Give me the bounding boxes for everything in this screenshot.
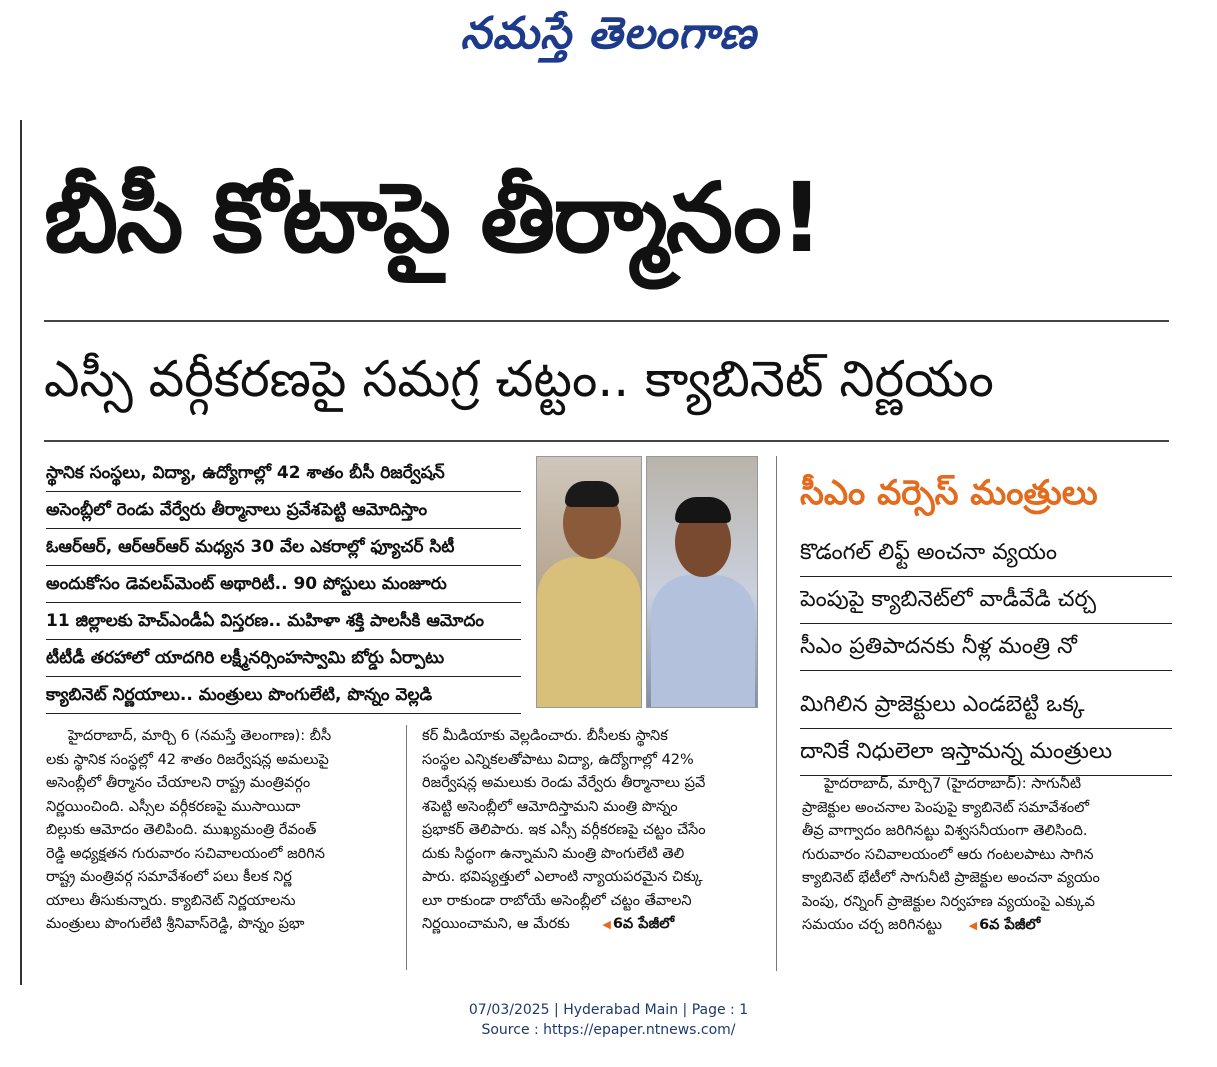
sub-headline: ఎస్సీ వర్గీకరణపై సమగ్ర చట్టం.. క్యాబినెట్ నిర్ణయం: [44, 350, 994, 408]
article-column-1: [46, 725, 394, 937]
body-text-line: రిజర్వేషన్ల అమలుకు రెండు వేర్వేరు తీర్మానాలు ప్రవే: [422, 775, 706, 791]
body-text-line: కర్ మీడియాకు వెల్లడించారు. బీసీలకు స్థానిక: [422, 728, 668, 744]
continued-page-link[interactable]: ◀ 6వ పేజీలో: [969, 917, 1041, 933]
highlight-item: స్థానిక సంస్థలు, విద్యా, ఉద్యోగాల్లో 42 శాతం బీసీ రిజర్వేషన్: [46, 455, 521, 492]
body-text-line: దుకు సిద్ధంగా ఉన్నామని మంత్రి పొంగులేటి తెలి: [422, 845, 685, 862]
body-text-line: ప్రాజెక్టుల అంచనాల పెంపుపై క్యాబినెట్ సమావేశంలో: [802, 799, 1090, 816]
deck-line: పెంపుపై క్యాబినెట్‌లో వాడీవేడి చర్చ: [800, 577, 1172, 624]
divider: [44, 320, 1169, 322]
body-text-line: హైదరాబాద్, మార్చి 6 (నమస్తే తెలంగాణ): బీసీ: [68, 728, 332, 744]
highlight-item: 11 జిల్లాలకు హెచ్ఎండీఏ విస్తరణ.. మహిళా శక్తి పాలసీకి ఆమోదం: [46, 603, 521, 640]
highlight-item: అందుకోసం డెవలప్‌మెంట్ అథారిటీ.. 90 పోస్టులు మంజూరు: [46, 566, 521, 603]
body-text-fragment: సమయం చర్చ జరిగినట్టు: [802, 917, 942, 933]
body-text-line: లూ రాకుండా రాబోయే అసెంబ్లీలో చట్టం తేవాలని: [422, 892, 692, 909]
body-text-line: పెంపు, రన్నింగ్ ప్రాజెక్టుల నిర్వహణ వ్యయంపై ఎక్కువ: [802, 893, 1095, 910]
highlight-item: అసెంబ్లీలో రెండు వేర్వేరు తీర్మానాలు ప్రవేశపెట్టి ఆమోదిస్తాం: [46, 492, 521, 529]
body-text-line: సంస్థల ఎన్నికలతోపాటు విద్యా, ఉద్యోగాల్లో 42%: [422, 751, 694, 768]
highlight-item: టీటీడీ తరహాలో యాదగిరి లక్ష్మీనర్సింహస్వామి బోర్డు ఏర్పాటు: [46, 640, 521, 677]
body-text-line: శపెట్టి అసెంబ్లీలో ఆమోదిస్తామని మంత్రి పొన్నం: [422, 798, 678, 815]
body-text-line: అసెంబ్లీలో తీర్మానం చేయాలని రాష్ట్ర మంత్రివర్గం: [46, 775, 311, 791]
edition-info: 07/03/2025 | Hyderabad Main | Page : 1: [468, 1002, 749, 1018]
body-text-line: హైదరాబాద్, మార్చి7 (హైదరాబాద్): సాగునీటి: [824, 776, 1082, 792]
body-text-line: ప్రభాకర్ తెలిపారు. ఇక ఎస్సీ వర్గీకరణపై చట్టం చేసేం: [422, 822, 706, 838]
masthead-logo: నమస్తే తెలంగాణ: [460, 8, 757, 59]
main-headline: బీసీ కోటాపై తీర్మానం!: [44, 162, 822, 274]
body-text-line: [422, 913, 762, 937]
deck-line: కొడంగల్ లిఫ్ట్ అంచనా వ్యయం: [800, 530, 1172, 577]
body-text-line: పారు. భవిష్యత్తులో ఎలాంటి న్యాయపరమైన చిక్కు: [422, 869, 703, 885]
source-link[interactable]: Source : https://epaper.ntnews.com/: [481, 1022, 736, 1038]
deck-line: మిగిలిన ప్రాజెక్టులు ఎండబెట్టి ఒక్క: [800, 682, 1172, 729]
minister-photo-right: [646, 456, 758, 708]
article-column-3: [802, 773, 1170, 938]
body-text-line: మంత్రులు పొంగులేటి శ్రీనివాస్‌రెడ్డి, పొన్నం ప్రభా: [46, 916, 305, 932]
column-rule: [406, 725, 407, 970]
minister-photo-left: [536, 456, 642, 708]
side-story-deck: [800, 682, 1172, 776]
body-text-line: రెడ్డి అధ్యక్షతన గురువారం సచివాలయంలో జరిగిన: [46, 845, 325, 862]
continued-page-link[interactable]: ◀ 6వ పేజీలో: [602, 916, 674, 932]
body-text-line: క్యాబినెట్ భేటీలో సాగునీటి ప్రాజెక్టుల అంచనా వ్యయం: [802, 870, 1100, 886]
page-footer: [0, 1000, 1217, 1040]
highlights-list: [46, 455, 521, 714]
highlight-item: క్యాబినెట్ నిర్ణయాలు.. మంత్రులు పొంగులేటి, పొన్నం వెల్లడి: [46, 677, 521, 714]
body-text-line: లకు స్థానిక సంస్థల్లో 42 శాతం రిజర్వేషన్ల అమలుపై: [46, 751, 329, 768]
body-text-line: బిల్లుకు ఆమోదం తెలిపింది. ముఖ్యమంత్రి రేవంత్: [46, 822, 317, 838]
body-text-fragment: నిర్ణయించామని, ఆ మేరకు: [422, 916, 570, 932]
body-text-line: రాష్ట్ర మంత్రివర్గ సమావేశంలో పలు కీలక నిర్ణ: [46, 869, 292, 885]
highlight-item: ఓఆర్ఆర్, ఆర్ఆర్ఆర్ మధ్యన 30 వేల ఎకరాల్లో ఫ్యూచర్ సిటీ: [46, 529, 521, 566]
body-text-line: యాలు తీసుకున్నారు. క్యాబినెట్ నిర్ణయాలను: [46, 892, 296, 909]
body-text-line: నిర్ణయించింది. ఎస్సీల వర్గీకరణపై ముసాయిదా: [46, 798, 301, 815]
column-rule: [776, 456, 777, 971]
side-story-title: సీఎం వర్సెస్ మంత్రులు: [800, 473, 1098, 513]
divider: [44, 440, 1169, 442]
deck-line: సీఎం ప్రతిపాదనకు నీళ్ల మంత్రి నో: [800, 624, 1172, 671]
side-story-deck: [800, 530, 1172, 671]
deck-line: దానికే నిధులెలా ఇస్తామన్న మంత్రులు: [800, 729, 1172, 776]
body-text-line: గురువారం సచివాలయంలో ఆరు గంటలపాటు సాగిన: [802, 846, 1094, 863]
body-text-line: [802, 914, 1170, 938]
body-text-line: తీవ్ర వాగ్వాదం జరిగినట్టు విశ్వసనీయంగా తెలిసింది.: [802, 823, 1088, 839]
article-column-2: [422, 725, 762, 937]
page-frame-rule: [20, 120, 22, 985]
